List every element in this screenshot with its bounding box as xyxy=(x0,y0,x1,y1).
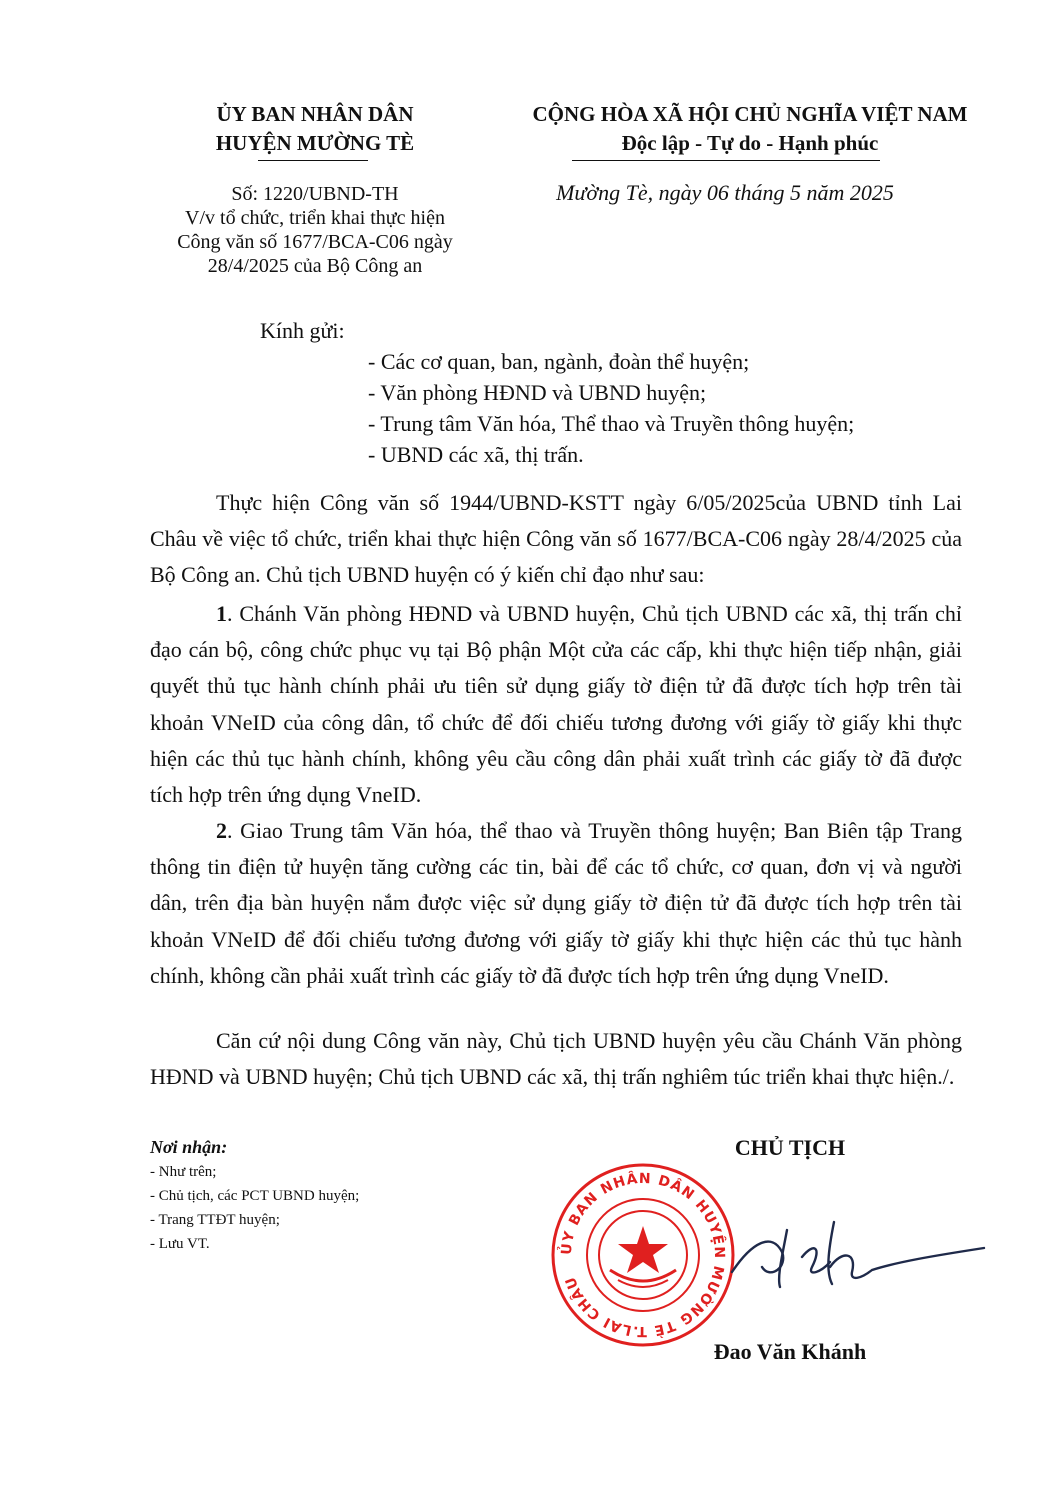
distribution-item: - Trang TTĐT huyện; xyxy=(150,1212,280,1228)
recipient-item: - Trung tâm Văn hóa, Thể thao và Truyền thông huyện; xyxy=(368,411,855,436)
nation-line-2: Độc lập - Tự do - Hạnh phúc xyxy=(621,131,879,155)
directive-item-1 xyxy=(150,596,962,813)
intro-paragraph: Thực hiện Công văn số 1944/UBND-KSTT ngày 6/05/2025của UBND tỉnh Lai Châu về việc tổ chức, triển khai thực hiện Công văn số 1677/BCA-C06 ngày 28/4/2025 của Bộ Công an. Chủ tịch UBND huyện có ý kiến chỉ đạo như sau: xyxy=(150,490,962,588)
motto-underline xyxy=(572,160,880,161)
nation-line-1: CỘNG HÒA XÃ HỘI CHỦ NGHĨA VIỆT NAM xyxy=(532,102,968,126)
seal-text-path: ỦY BAN NHÂN DÂN HUYỆN MƯỜNG TÈ T.LAI CHÂU xyxy=(558,1170,728,1340)
national-motto xyxy=(470,100,1030,158)
issuing-authority xyxy=(150,100,480,158)
signer-title: CHỦ TỊCH xyxy=(734,1135,846,1160)
recipient-list xyxy=(368,346,854,470)
item-number: 1 xyxy=(216,601,227,626)
distribution-item: - Lưu VT. xyxy=(150,1236,210,1252)
official-seal xyxy=(548,1160,738,1350)
item-text: . Chánh Văn phòng HĐND và UBND huyện, Chủ tịch UBND các xã, thị trấn chỉ đạo cán bộ, công chức phục vụ tại Bộ phận Một cửa các cấp, khi thực hiện tiếp nhận, giải quyết thủ tục hành chính phải ưu tiên sử dụng giấy tờ điện tử đã được tích hợp trên tài khoản VNeID của công dân, tổ chức để đối chiếu tương đương với giấy tờ giấy khi thực hiện các thủ tục hành chính, không yêu cầu công dân phải xuất trình các giấy tờ đã được tích hợp trên ứng dụng VneID. xyxy=(150,601,962,808)
recipient-item: - Các cơ quan, ban, ngành, đoàn thể huyện; xyxy=(368,349,750,374)
salutation: Kính gửi: xyxy=(260,318,345,343)
org-line-2: HUYỆN MƯỜNG TÈ xyxy=(215,131,415,155)
document-number: Số: 1220/UBND-TH xyxy=(231,183,399,205)
recipient-item: - UBND các xã, thị trấn. xyxy=(368,442,584,467)
directive-item-2 xyxy=(150,813,962,994)
item-text: . Giao Trung tâm Văn hóa, thể thao và Truyền thông huyện; Ban Biên tập Trang thông tin điện tử huyện tăng cường các tin, bài để các tổ chức, cơ quan, đơn vị và người dân, trên địa bàn huyện nắm được việc sử dụng giấy tờ điện tử đã được tích hợp trên tài khoản VNeID để đối chiếu tương đương với giấy tờ giấy khi thực hiện các thủ tục hành chính, không cần phải xuất trình các giấy tờ đã được tích hợp trên ứng dụng VneID. xyxy=(150,818,962,988)
item-number: 2 xyxy=(216,818,227,843)
national-emblem-icon xyxy=(599,1211,687,1299)
recipient-item: - Văn phòng HĐND và UBND huyện; xyxy=(368,380,707,405)
distribution-list xyxy=(150,1160,359,1256)
closing-paragraph: Căn cứ nội dung Công văn này, Chủ tịch UBND huyện yêu cầu Chánh Văn phòng HĐND và UBND huyện; Chủ tịch UBND các xã, thị trấn nghiêm túc triển khai thực hiện./. xyxy=(150,1028,962,1090)
signature-stroke xyxy=(732,1242,783,1273)
handwritten-signature xyxy=(722,1212,992,1302)
signer-name: Đao Văn Khánh xyxy=(713,1339,867,1364)
place-date: Mường Tè, ngày 06 tháng 5 năm 2025 xyxy=(556,180,894,205)
signature-stroke xyxy=(828,1222,834,1284)
distribution-item: - Như trên; xyxy=(150,1164,217,1180)
org-line-1: ỦY BAN NHÂN DÂN xyxy=(216,102,414,126)
document-number-block xyxy=(150,182,480,278)
subject-line: V/v tổ chức, triển khai thực hiện xyxy=(185,207,445,229)
subject-line: Công văn số 1677/BCA-C06 ngày xyxy=(177,231,453,253)
recipients-title: Nơi nhận: xyxy=(150,1137,228,1157)
signature-stroke xyxy=(802,1248,830,1272)
authority-underline xyxy=(258,160,368,161)
distribution-item: - Chủ tịch, các PCT UBND huyện; xyxy=(150,1188,360,1204)
signature-stroke xyxy=(830,1248,984,1278)
subject-line: 28/4/2025 của Bộ Công an xyxy=(207,255,423,277)
